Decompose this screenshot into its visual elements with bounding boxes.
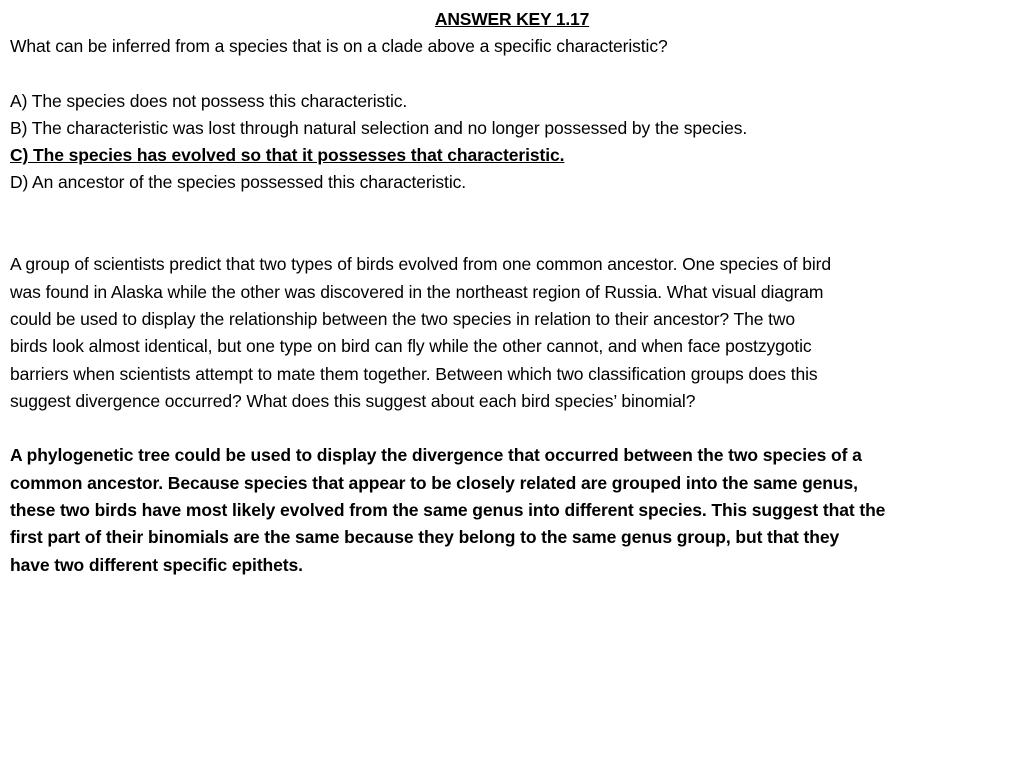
question2-line: could be used to display the relationship between the two species in relation to their ancestor? The two (10, 308, 796, 329)
spacer (10, 224, 1014, 251)
answer2-line: first part of their binomials are the same because they belong to the same genus group, but that they (10, 527, 840, 548)
answer2-line: common ancestor. Because species that appear to be closely related are grouped into the same genus, (10, 472, 858, 493)
question2-text (10, 251, 1014, 415)
question2-line: was found in Alaska while the other was discovered in the northeast region of Russia. What visual diagram (10, 281, 824, 302)
answer2-line: these two birds have most likely evolved from the same genus into different species. This suggest that the (10, 500, 886, 521)
question2-line: A group of scientists predict that two types of birds evolved from one common ancestor. One species of bird (10, 254, 831, 275)
question2-line: barriers when scientists attempt to mate them together. Between which two classification groups does this (10, 363, 818, 384)
option-a: A) The species does not possess this characteristic. (10, 90, 408, 111)
question1-prompt: What can be inferred from a species that is on a clade above a specific characteristic? (10, 36, 668, 56)
answer2-text (10, 442, 1014, 578)
page-title: ANSWER KEY 1.17 (434, 9, 590, 29)
spacer (10, 197, 1014, 224)
answer2-line: A phylogenetic tree could be used to display the divergence that occurred between the two species of a (10, 445, 862, 466)
slide (10, 6, 1014, 579)
question2-line: birds look almost identical, but one type on bird can fly while the other cannot, and when face postzygotic (10, 336, 812, 357)
option-b: B) The characteristic was lost through natural selection and no longer possessed by the species. (10, 117, 748, 138)
question2-line: suggest divergence occurred? What does this suggest about each bird species’ binomial? (10, 390, 696, 411)
option-c-correct: C) The species has evolved so that it possesses that characteristic. (10, 145, 565, 166)
spacer (10, 415, 1014, 442)
answer2-line: have two different specific epithets. (10, 554, 303, 575)
option-d: D) An ancestor of the species possessed this characteristic. (10, 172, 467, 193)
spacer (10, 60, 1014, 87)
